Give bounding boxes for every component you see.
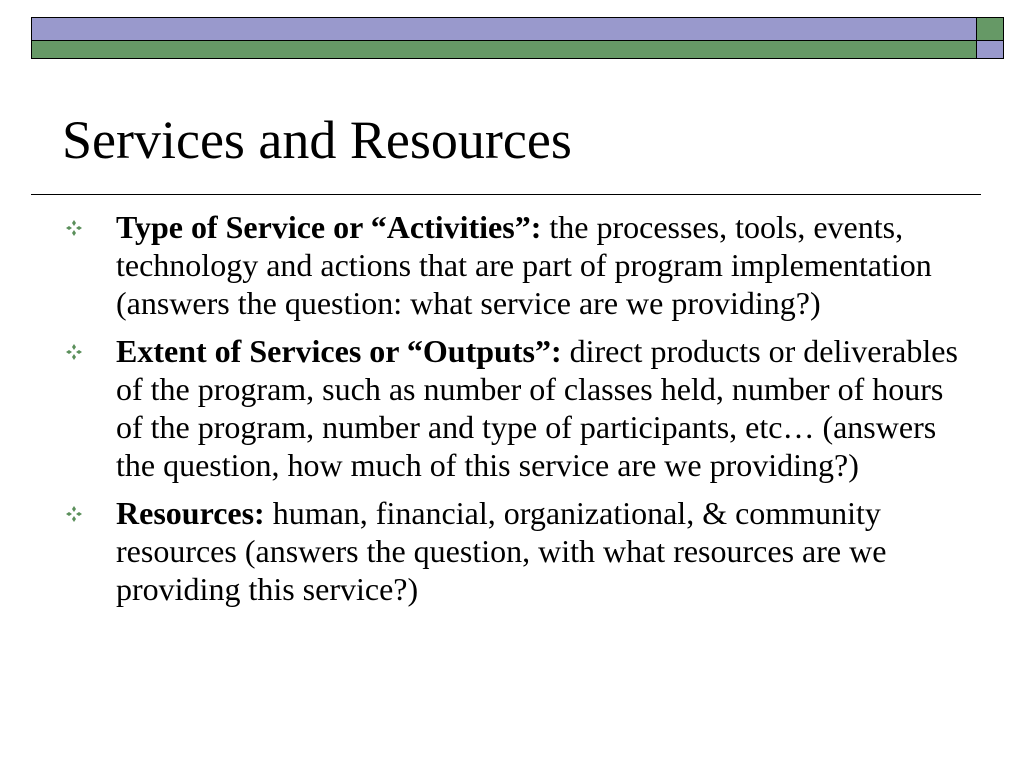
header-square-green (976, 17, 1004, 41)
bullet-term: Type of Service or “Activities”: (116, 209, 542, 245)
diamond-bullet-icon (66, 344, 82, 360)
bullet-item-outputs (62, 332, 972, 484)
header-band-blue (31, 17, 977, 41)
header-band-green (31, 40, 977, 59)
bullet-text: the processes, tools, events, technology and actions that are part of program implementation (answers the question: what service are we providing?) (116, 209, 932, 321)
bullet-text: human, financial, organizational, & community resources (answers the question, with what resources are we providing this service?) (116, 495, 887, 607)
bullet-item-resources (62, 494, 972, 608)
bullet-term: Extent of Services or “Outputs”: (116, 333, 562, 369)
bullet-list (62, 208, 972, 618)
header-decoration (0, 0, 1024, 60)
diamond-bullet-icon (66, 506, 82, 522)
bullet-term: Resources: (116, 495, 265, 531)
title-divider (31, 194, 981, 195)
diamond-bullet-icon (66, 220, 82, 236)
header-square-blue (976, 40, 1004, 59)
bullet-item-activities (62, 208, 972, 322)
bullet-text: direct products or deliverables of the program, such as number of classes held, number of hours of the program, number and type of participants, etc… (answers the question, how much of this service are we providing?) (116, 333, 958, 483)
slide-title: Services and Resources (62, 110, 572, 170)
